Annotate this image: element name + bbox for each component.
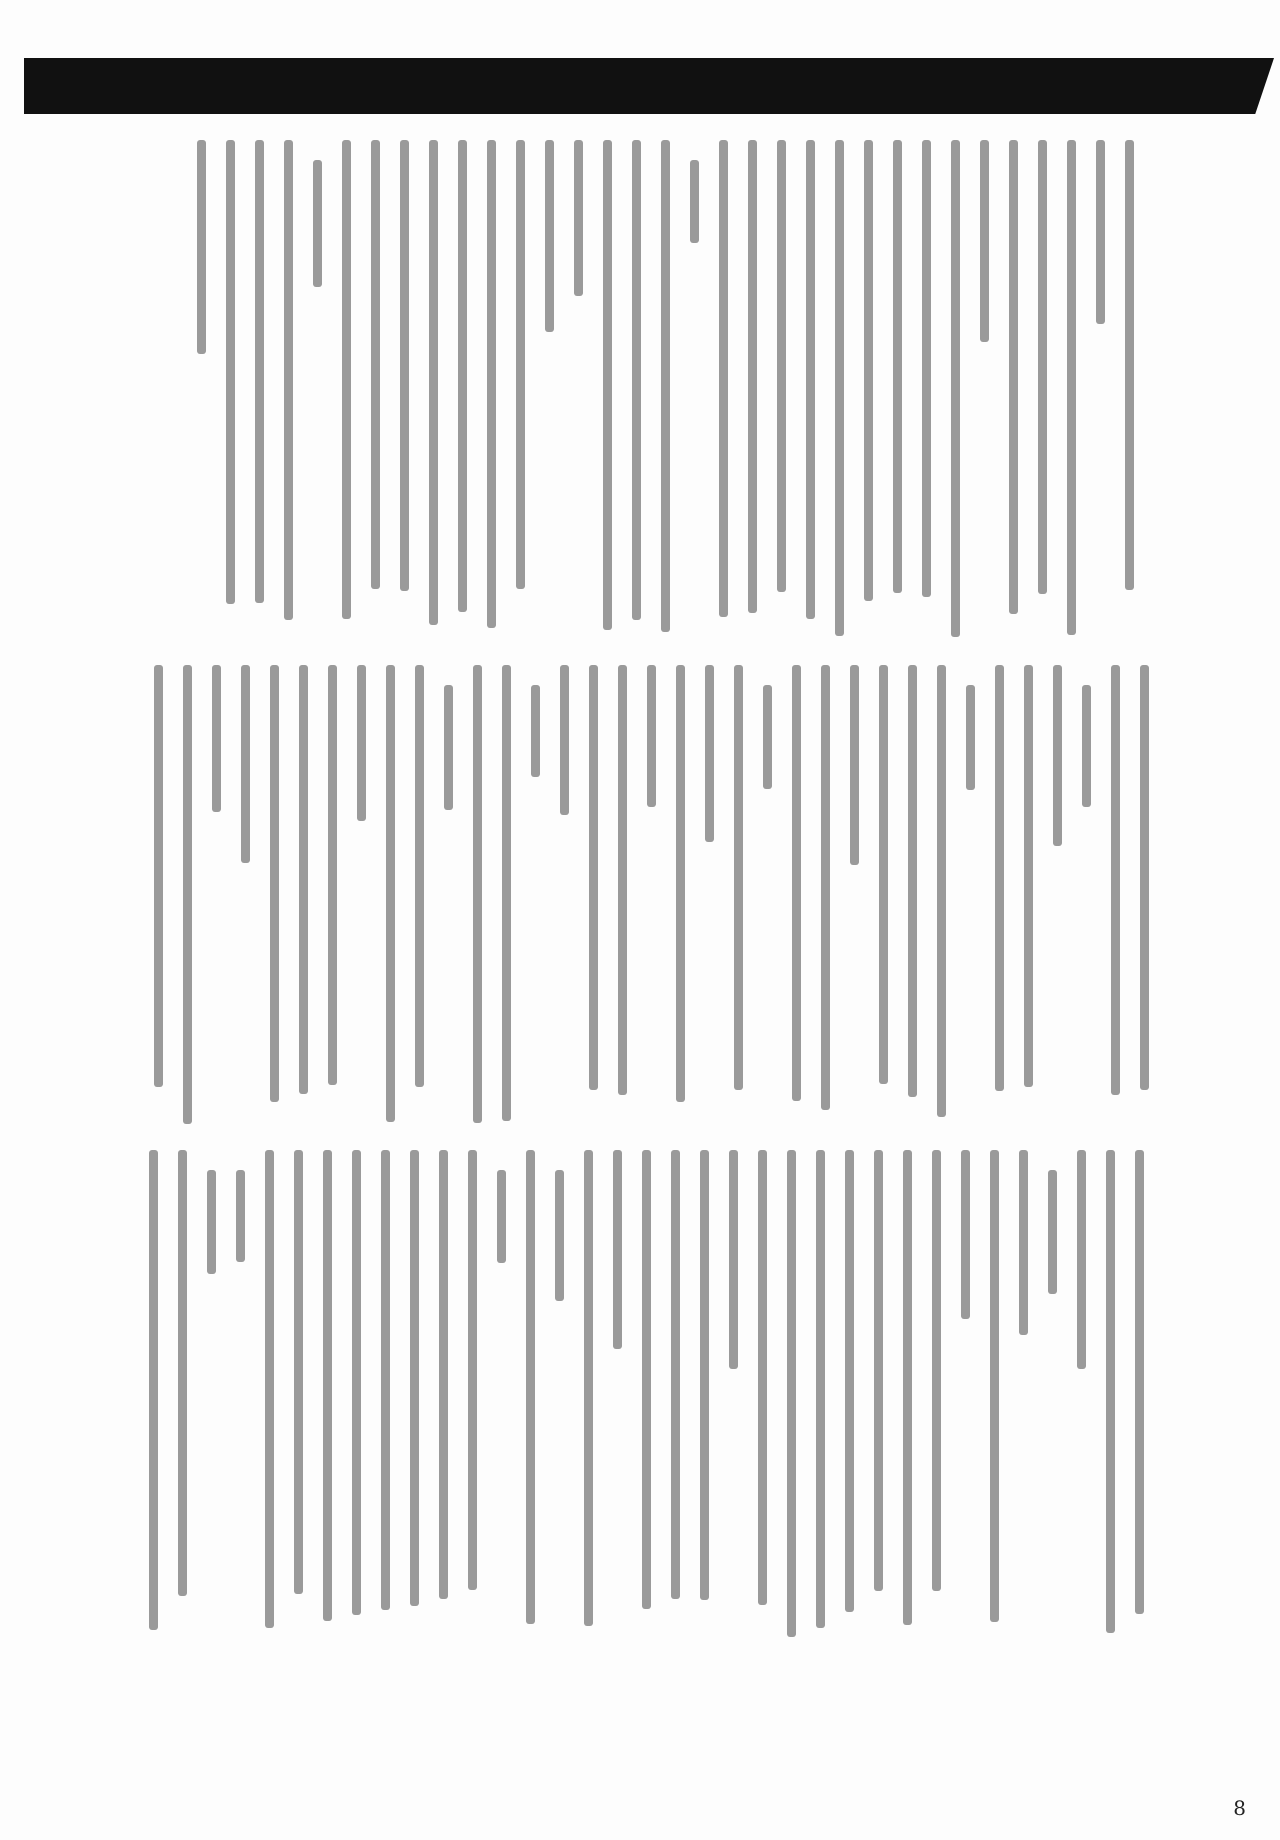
text-column-placeholder	[966, 685, 975, 790]
text-column-placeholder	[990, 1150, 999, 1622]
text-column-placeholder	[1067, 140, 1076, 635]
text-column-placeholder	[357, 665, 366, 821]
text-column-placeholder	[207, 1170, 216, 1274]
text-column-placeholder	[154, 665, 163, 1087]
text-column-placeholder	[473, 665, 482, 1123]
text-column-placeholder	[352, 1150, 361, 1615]
text-column-placeholder	[937, 665, 946, 1117]
text-column-placeholder	[874, 1150, 883, 1591]
text-column-placeholder	[429, 140, 438, 625]
text-column-placeholder	[270, 665, 279, 1102]
text-column-placeholder	[821, 665, 830, 1110]
text-column-placeholder	[149, 1150, 158, 1630]
text-column-placeholder	[763, 685, 772, 789]
text-column-placeholder	[787, 1150, 796, 1637]
text-column-placeholder	[700, 1150, 709, 1600]
text-column-placeholder	[415, 665, 424, 1087]
text-column-placeholder	[632, 140, 641, 620]
text-column-placeholder	[487, 140, 496, 628]
text-column-placeholder	[961, 1150, 970, 1319]
text-column-placeholder	[893, 140, 902, 593]
text-column-placeholder	[516, 140, 525, 589]
text-column-placeholder	[410, 1150, 419, 1606]
text-column-placeholder	[932, 1150, 941, 1591]
text-column-placeholder	[850, 665, 859, 865]
text-column-placeholder	[183, 665, 192, 1124]
text-column-placeholder	[613, 1150, 622, 1349]
text-band-top	[0, 140, 1280, 650]
text-column-placeholder	[647, 665, 656, 807]
text-column-placeholder	[299, 665, 308, 1094]
text-column-placeholder	[502, 665, 511, 1121]
text-band-bottom	[0, 1150, 1280, 1650]
text-column-placeholder	[342, 140, 351, 619]
text-column-placeholder	[618, 665, 627, 1095]
text-column-placeholder	[719, 140, 728, 617]
text-column-placeholder	[1048, 1170, 1057, 1294]
text-column-placeholder	[1125, 140, 1134, 590]
text-column-placeholder	[178, 1150, 187, 1596]
text-column-placeholder	[835, 140, 844, 636]
text-column-placeholder	[816, 1150, 825, 1628]
text-column-placeholder	[226, 140, 235, 604]
text-column-placeholder	[555, 1170, 564, 1301]
text-column-placeholder	[589, 665, 598, 1090]
text-column-placeholder	[995, 665, 1004, 1091]
text-column-placeholder	[1096, 140, 1105, 324]
text-column-placeholder	[497, 1170, 506, 1263]
text-column-placeholder	[879, 665, 888, 1084]
text-column-placeholder	[284, 140, 293, 620]
text-column-placeholder	[439, 1150, 448, 1599]
text-column-placeholder	[265, 1150, 274, 1628]
text-column-placeholder	[908, 665, 917, 1097]
text-column-placeholder	[922, 140, 931, 597]
text-column-placeholder	[642, 1150, 651, 1609]
text-column-placeholder	[584, 1150, 593, 1626]
text-column-placeholder	[526, 1150, 535, 1624]
text-column-placeholder	[468, 1150, 477, 1590]
text-column-placeholder	[236, 1170, 245, 1262]
text-column-placeholder	[458, 140, 467, 612]
text-column-placeholder	[323, 1150, 332, 1621]
text-column-placeholder	[400, 140, 409, 591]
text-column-placeholder	[661, 140, 670, 632]
text-column-placeholder	[845, 1150, 854, 1612]
page-number: 8	[1233, 1796, 1246, 1820]
text-column-placeholder	[1019, 1150, 1028, 1335]
text-column-placeholder	[1082, 685, 1091, 807]
text-column-placeholder	[1135, 1150, 1144, 1614]
text-column-placeholder	[1140, 665, 1149, 1090]
text-column-placeholder	[212, 665, 221, 812]
text-column-placeholder	[734, 665, 743, 1090]
text-column-placeholder	[748, 140, 757, 613]
text-column-placeholder	[1038, 140, 1047, 594]
text-column-placeholder	[313, 160, 322, 287]
text-column-placeholder	[241, 665, 250, 863]
text-column-placeholder	[371, 140, 380, 589]
text-column-placeholder	[294, 1150, 303, 1594]
text-column-placeholder	[381, 1150, 390, 1610]
text-band-middle	[0, 665, 1280, 1135]
text-column-placeholder	[1106, 1150, 1115, 1633]
text-column-placeholder	[1111, 665, 1120, 1095]
text-column-placeholder	[255, 140, 264, 603]
text-column-placeholder	[386, 665, 395, 1122]
text-column-placeholder	[560, 665, 569, 815]
text-column-placeholder	[806, 140, 815, 619]
text-column-placeholder	[1009, 140, 1018, 614]
text-column-placeholder	[1024, 665, 1033, 1087]
header-bar	[24, 58, 1274, 114]
text-column-placeholder	[531, 685, 540, 777]
text-column-placeholder	[1077, 1150, 1086, 1369]
text-column-placeholder	[777, 140, 786, 592]
text-column-placeholder	[603, 140, 612, 630]
text-column-placeholder	[864, 140, 873, 601]
text-column-placeholder	[980, 140, 989, 342]
text-column-placeholder	[758, 1150, 767, 1605]
text-column-placeholder	[951, 140, 960, 637]
text-column-placeholder	[690, 160, 699, 243]
text-column-placeholder	[671, 1150, 680, 1599]
text-column-placeholder	[676, 665, 685, 1102]
text-column-placeholder	[903, 1150, 912, 1625]
text-column-placeholder	[444, 685, 453, 810]
text-column-placeholder	[574, 140, 583, 296]
text-column-placeholder	[705, 665, 714, 842]
text-column-placeholder	[197, 140, 206, 354]
text-column-placeholder	[792, 665, 801, 1101]
text-column-placeholder	[729, 1150, 738, 1369]
text-column-placeholder	[545, 140, 554, 332]
text-column-placeholder	[1053, 665, 1062, 846]
text-column-placeholder	[328, 665, 337, 1085]
